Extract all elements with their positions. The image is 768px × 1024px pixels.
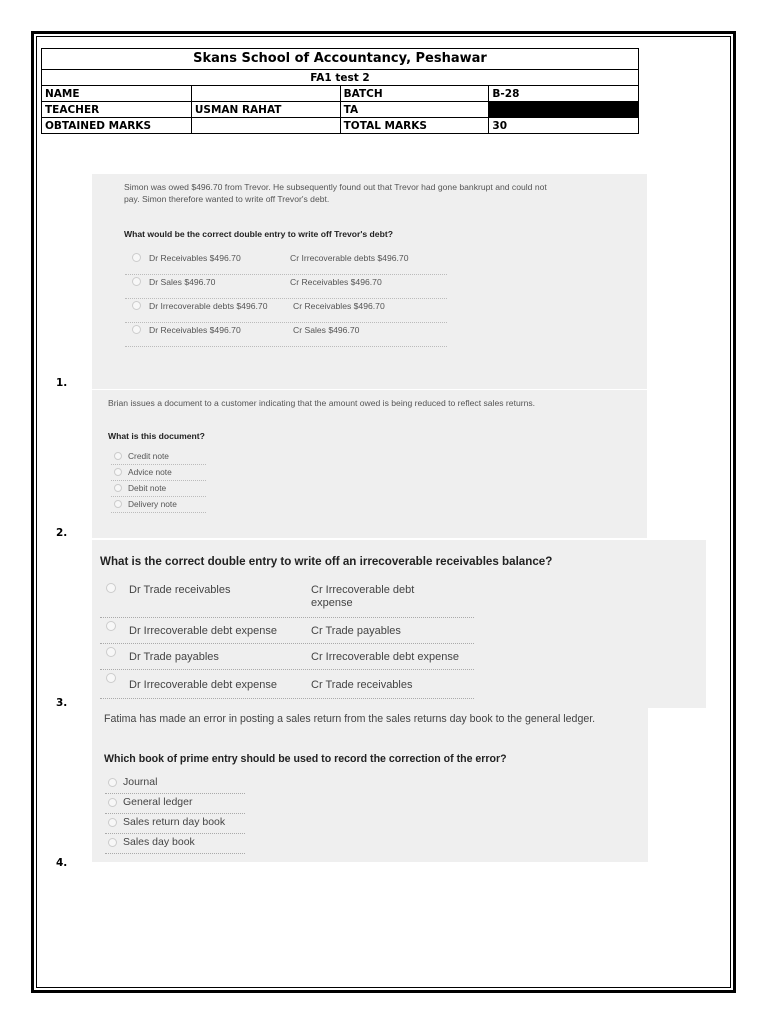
batch-label: BATCH <box>340 86 489 102</box>
q2-question: What is this document? <box>108 431 205 441</box>
q2-option-1[interactable]: Credit note <box>111 448 206 465</box>
question-1-number: 1. <box>56 377 68 389</box>
obtained-marks-value <box>191 118 340 134</box>
radio-icon[interactable] <box>114 500 122 508</box>
radio-icon[interactable] <box>114 468 122 476</box>
radio-icon[interactable] <box>132 277 141 286</box>
question-3-panel <box>92 540 706 708</box>
q1-option-3[interactable]: Dr Irrecoverable debts $496.70 Cr Receivables $496.70 <box>125 298 447 323</box>
radio-icon[interactable] <box>106 647 116 657</box>
radio-icon[interactable] <box>132 325 141 334</box>
obtained-marks-label: OBTAINED MARKS <box>42 118 192 134</box>
q2-scenario: Brian issues a document to a customer indicating that the amount owed is being reduced to reflect sales returns. <box>108 398 536 408</box>
total-marks-label: TOTAL MARKS <box>340 118 489 134</box>
radio-icon[interactable] <box>106 621 116 631</box>
q4-question: Which book of prime entry should be used to record the correction of the error? <box>104 753 507 765</box>
header-table <box>41 48 639 134</box>
question-2-number: 2. <box>56 527 68 539</box>
q2-option-3[interactable]: Debit note <box>111 480 206 497</box>
batch-value: B-28 <box>489 86 639 102</box>
radio-icon[interactable] <box>114 484 122 492</box>
q1-scenario-line1: Simon was owed $496.70 from Trevor. He subsequently found out that Trevor had gone bankrupt and could not <box>124 182 547 192</box>
radio-icon[interactable] <box>132 253 141 262</box>
teacher-value: USMAN RAHAT <box>191 102 340 118</box>
test-name: FA1 test 2 <box>42 70 639 86</box>
q2-option-2[interactable]: Advice note <box>111 464 206 481</box>
school-name: Skans School of Accountancy, Peshawar <box>42 49 639 70</box>
radio-icon[interactable] <box>106 583 116 593</box>
question-1-panel <box>92 174 647 389</box>
name-value <box>191 86 340 102</box>
question-4-panel <box>92 708 648 862</box>
q4-option-4[interactable]: Sales day book <box>105 834 245 854</box>
radio-icon[interactable] <box>108 818 117 827</box>
q4-option-1[interactable]: Journal <box>105 774 245 794</box>
question-3-number: 3. <box>56 697 68 709</box>
teacher-label: TEACHER <box>42 102 192 118</box>
q3-option-2[interactable]: Dr Irrecoverable debt expense Cr Trade payables <box>100 618 474 644</box>
radio-icon[interactable] <box>108 838 117 847</box>
question-2-panel <box>92 390 647 538</box>
radio-icon[interactable] <box>108 778 117 787</box>
radio-icon[interactable] <box>114 452 122 460</box>
ta-label: TA <box>340 102 489 118</box>
radio-icon[interactable] <box>106 673 116 683</box>
q2-option-4[interactable]: Delivery note <box>111 496 206 513</box>
q3-option-1[interactable]: Dr Trade receivables Cr Irrecoverable debt expense <box>100 580 474 618</box>
q4-option-3[interactable]: Sales return day book <box>105 814 245 834</box>
q1-scenario-line2: pay. Simon therefore wanted to write off Trevor's debt. <box>124 194 330 204</box>
q4-option-2[interactable]: General ledger <box>105 794 245 814</box>
q3-option-4[interactable]: Dr Irrecoverable debt expense Cr Trade receivables <box>100 670 474 699</box>
q3-option-3[interactable]: Dr Trade payables Cr Irrecoverable debt expense <box>100 644 474 670</box>
q1-question: What would be the correct double entry to write off Trevor's debt? <box>124 229 393 239</box>
name-label: NAME <box>42 86 192 102</box>
question-4-number: 4. <box>56 857 68 869</box>
radio-icon[interactable] <box>108 798 117 807</box>
q3-question: What is the correct double entry to write off an irrecoverable receivables balance? <box>100 555 553 568</box>
radio-icon[interactable] <box>132 301 141 310</box>
q1-option-2[interactable]: Dr Sales $496.70 Cr Receivables $496.70 <box>125 274 447 299</box>
q1-option-1[interactable]: Dr Receivables $496.70 Cr Irrecoverable debts $496.70 <box>125 250 447 275</box>
total-marks-value: 30 <box>489 118 639 134</box>
q1-option-4[interactable]: Dr Receivables $496.70 Cr Sales $496.70 <box>125 322 447 347</box>
ta-value-redacted <box>489 102 639 118</box>
q4-scenario: Fatima has made an error in posting a sales return from the sales returns day book to the general ledger. <box>104 713 596 725</box>
